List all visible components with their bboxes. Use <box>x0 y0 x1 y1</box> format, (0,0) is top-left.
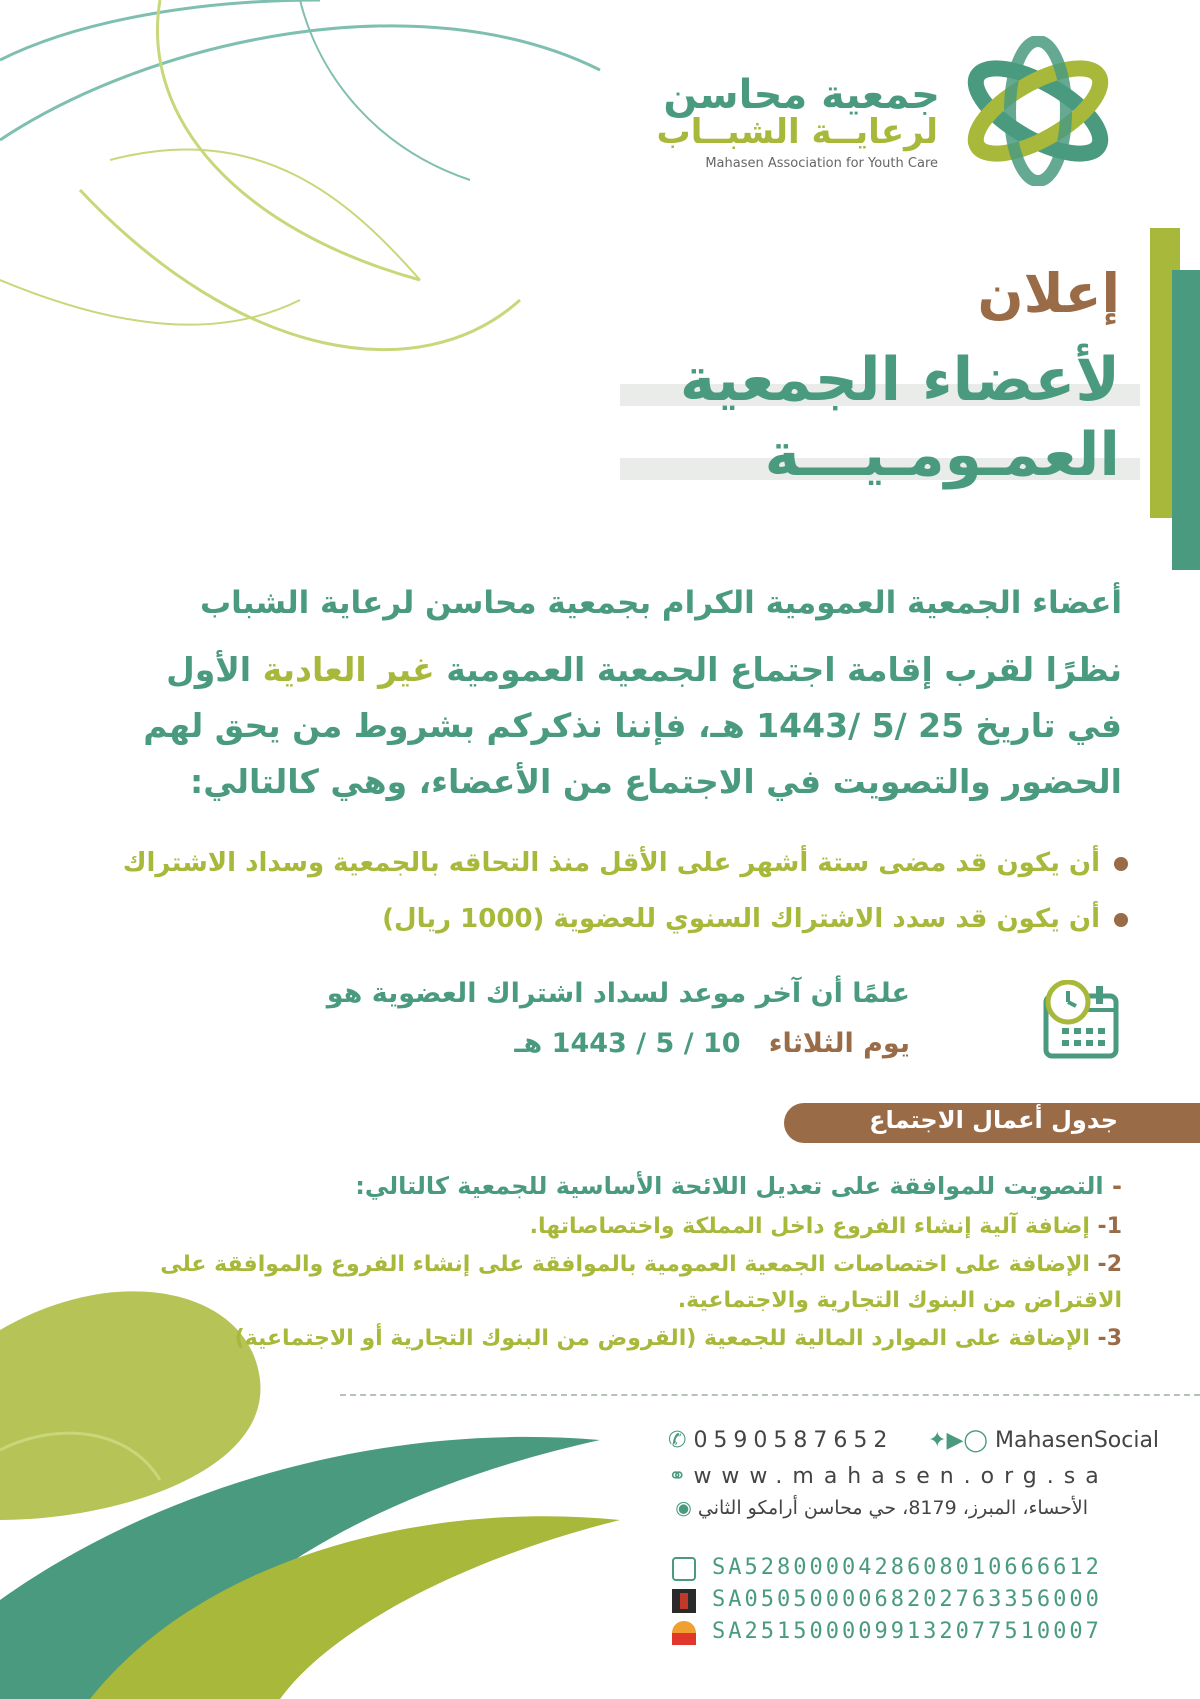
phone-contact[interactable] <box>668 1428 893 1453</box>
link-icon: ⚭ <box>668 1464 687 1489</box>
page-title-line-2: العمـومـيـــة <box>764 420 1120 490</box>
website-url: www.mahasen.org.sa <box>693 1464 1109 1489</box>
calendar-clock-icon <box>1040 980 1122 1062</box>
website-contact[interactable] <box>668 1464 1109 1489</box>
agenda-item-text: إضافة آلية إنشاء الفروع داخل المملكة واختصاصاتها. <box>529 1214 1090 1239</box>
agenda-item <box>160 1252 1122 1277</box>
agenda-item-continuation: الاقتراض من البنوك التجارية والاجتماعية. <box>677 1288 1122 1313</box>
youtube-icon: ▶ <box>946 1428 964 1453</box>
announcement-label: إعلان <box>977 262 1120 325</box>
address-text: الأحساء، المبرز، 8179، حي محاسن أرامكو الثاني <box>697 1497 1088 1519</box>
bank-logo-1-icon <box>672 1557 696 1581</box>
logo-subtitle-arabic: لرعايــة الشبــاب <box>656 112 938 152</box>
bank-logo-2-icon <box>672 1589 696 1613</box>
condition-text: أن يكون قد سدد الاشتراك السنوي للعضوية (1000 ريال) <box>382 904 1100 934</box>
agenda-intro-text: التصويت للموافقة على تعديل اللائحة الأساسية للجمعية كالتالي: <box>355 1172 1104 1200</box>
address-contact <box>668 1497 1088 1519</box>
phone-icon: ✆ <box>668 1428 687 1453</box>
agenda-item-number: 1- <box>1097 1214 1122 1239</box>
agenda-dash: - <box>1112 1172 1122 1200</box>
page-title-line-1: لأعضاء الجمعية <box>679 345 1120 415</box>
condition-text: أن يكون قد مضى ستة أشهر على الأقل منذ التحاقه بالجمعية وسداد الاشتراك <box>122 848 1100 878</box>
phone-number: 0590587652 <box>693 1428 894 1453</box>
logo-name-arabic: جمعية محاسن <box>663 72 940 118</box>
location-pin-icon: ◉ <box>675 1497 692 1519</box>
twitter-icon: ✦ <box>928 1428 947 1453</box>
notice-highlight: غير العادية <box>262 650 435 689</box>
agenda-item-text: الإضافة على الموارد المالية للجمعية (القروض من البنوك التجارية أو الاجتماعية) <box>234 1326 1090 1351</box>
bullet-icon <box>1114 857 1128 871</box>
deadline-day: يوم الثلاثاء <box>768 1028 910 1059</box>
deadline-text: علمًا أن آخر موعد لسداد اشتراك العضوية هو <box>326 978 910 1009</box>
agenda-item <box>235 1326 1122 1351</box>
social-handle: MahasenSocial <box>994 1428 1160 1453</box>
logo-name-english: Mahasen Association for Youth Care <box>705 156 938 171</box>
notice-paragraph-line-3: الحضور والتصويت في الاجتماع من الأعضاء، وهي كالتالي: <box>190 762 1122 801</box>
agenda-item <box>530 1214 1122 1239</box>
agenda-item-text: الإضافة على اختصاصات الجمعية العمومية بالموافقة على إنشاء الفروع والموافقة على <box>160 1252 1090 1277</box>
iban-1: SA5280000428608010666612 <box>712 1555 1102 1580</box>
agenda-item-number: 3- <box>1097 1326 1122 1351</box>
deadline-date-line <box>514 1028 910 1059</box>
notice-paragraph-line-1 <box>82 642 1122 698</box>
iban-3: SA2515000099132077510007 <box>712 1619 1102 1644</box>
instagram-icon: ◯ <box>963 1428 988 1453</box>
bullet-icon <box>1114 913 1128 927</box>
agenda-item-number: 2- <box>1097 1252 1122 1277</box>
divider <box>340 1394 1200 1396</box>
agenda-intro <box>355 1172 1122 1200</box>
condition-item <box>123 848 1128 878</box>
condition-item <box>382 904 1128 934</box>
logo-emblem-icon <box>958 36 1118 186</box>
social-contact[interactable] <box>928 1428 1159 1453</box>
agenda-title: جدول أعمال الاجتماع <box>869 1106 1118 1134</box>
deadline-date: 10 / 5 / 1443 هـ <box>514 1028 741 1059</box>
notice-paragraph-line-2: في تاريخ 25 /5 /1443 هـ، فإننا نذكركم بشروط من يحق لهم <box>143 706 1122 745</box>
notice-text-end: الأول <box>166 650 263 689</box>
notice-text: نظرًا لقرب إقامة اجتماع الجمعية العمومية <box>434 650 1122 689</box>
iban-2: SA0505000068202763356000 <box>712 1587 1102 1612</box>
greeting-text: أعضاء الجمعية العمومية الكرام بجمعية محاسن لرعاية الشباب <box>200 585 1122 621</box>
bank-logo-3-icon <box>672 1621 696 1645</box>
